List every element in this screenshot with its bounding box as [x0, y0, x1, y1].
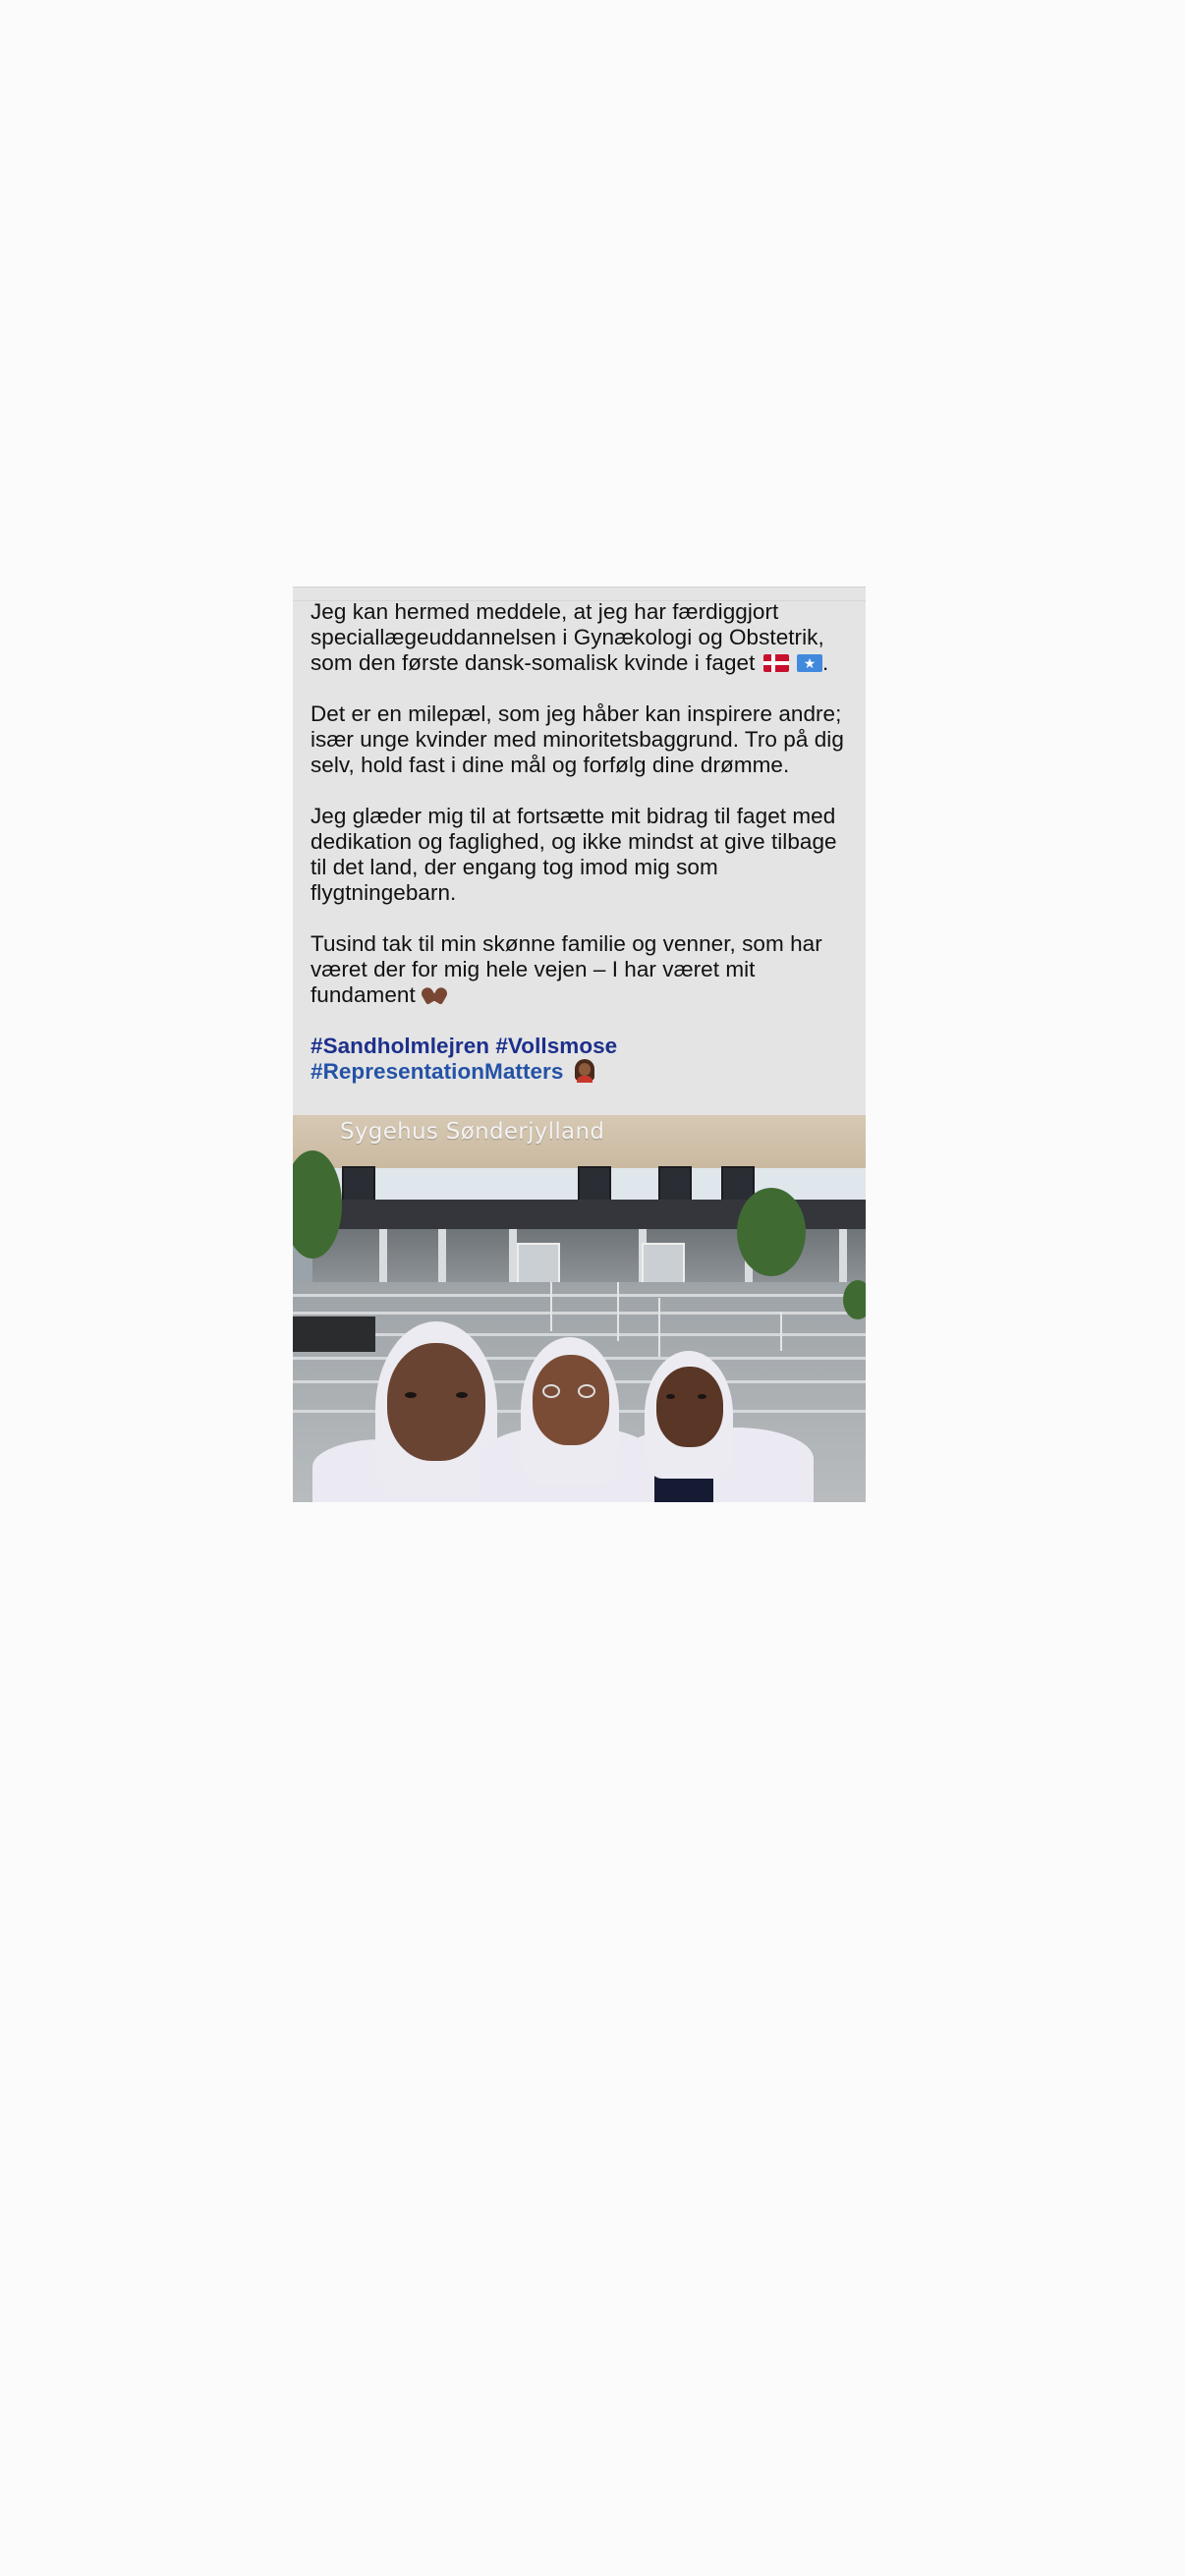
plaza-step [293, 1294, 866, 1297]
hospital-sign: Sygehus Sønderjylland [340, 1119, 605, 1145]
denmark-flag-icon [763, 654, 789, 672]
hashtag-vollsmose[interactable]: #Vollsmose [495, 1034, 618, 1058]
woman-icon [574, 1059, 595, 1083]
post-card [293, 587, 866, 1502]
caption-paragraph-3: Jeg glæder mig til at fortsætte mit bidrag til faget med dedikation og faglighed, og ikke mindst at give tilbage til det land, der engang tog imod mig som flygtningebarn. [310, 804, 837, 905]
caption-paragraph-1-end: . [822, 650, 829, 675]
building-column [379, 1229, 387, 1286]
building-column [839, 1229, 847, 1286]
handrail [617, 1282, 619, 1341]
post-photo[interactable] [293, 1115, 866, 1502]
tree [843, 1280, 866, 1319]
building-column [509, 1229, 517, 1286]
handrail [780, 1312, 782, 1351]
caption-paragraph-4 [310, 931, 853, 1008]
planter [293, 1316, 375, 1352]
caption-paragraph-4-text: Tusind tak til min skønne familie og venner, som har været der for mig hele vejen – I har været mit fundament [310, 931, 822, 1007]
caption-paragraph-1 [310, 599, 853, 676]
hashtag-block [310, 1034, 853, 1085]
caption-paragraph-1-text: Jeg kan hermed meddele, at jeg har færdiggjort speciallægeuddannelsen i Gynækologi og Obstetrik, som den første dansk-somalisk kvinde i faget [310, 599, 824, 675]
hashtag-sandholmlejren[interactable]: #Sandholmlejren [310, 1034, 490, 1058]
heart-hands-icon [422, 985, 447, 1005]
building-column [438, 1229, 446, 1286]
somalia-flag-icon [797, 654, 822, 672]
hashtag-representationmatters[interactable]: #RepresentationMatters [310, 1059, 564, 1084]
handrail [550, 1282, 552, 1331]
tree [737, 1188, 806, 1276]
post-caption [310, 599, 853, 1085]
handrail [658, 1298, 660, 1357]
caption-paragraph-2: Det er en milepæl, som jeg håber kan inspirere andre; især unge kvinder med minoritetsbaggrund. Tro på dig selv, hold fast i dine mål og forfølg dine drømme. [310, 701, 844, 777]
